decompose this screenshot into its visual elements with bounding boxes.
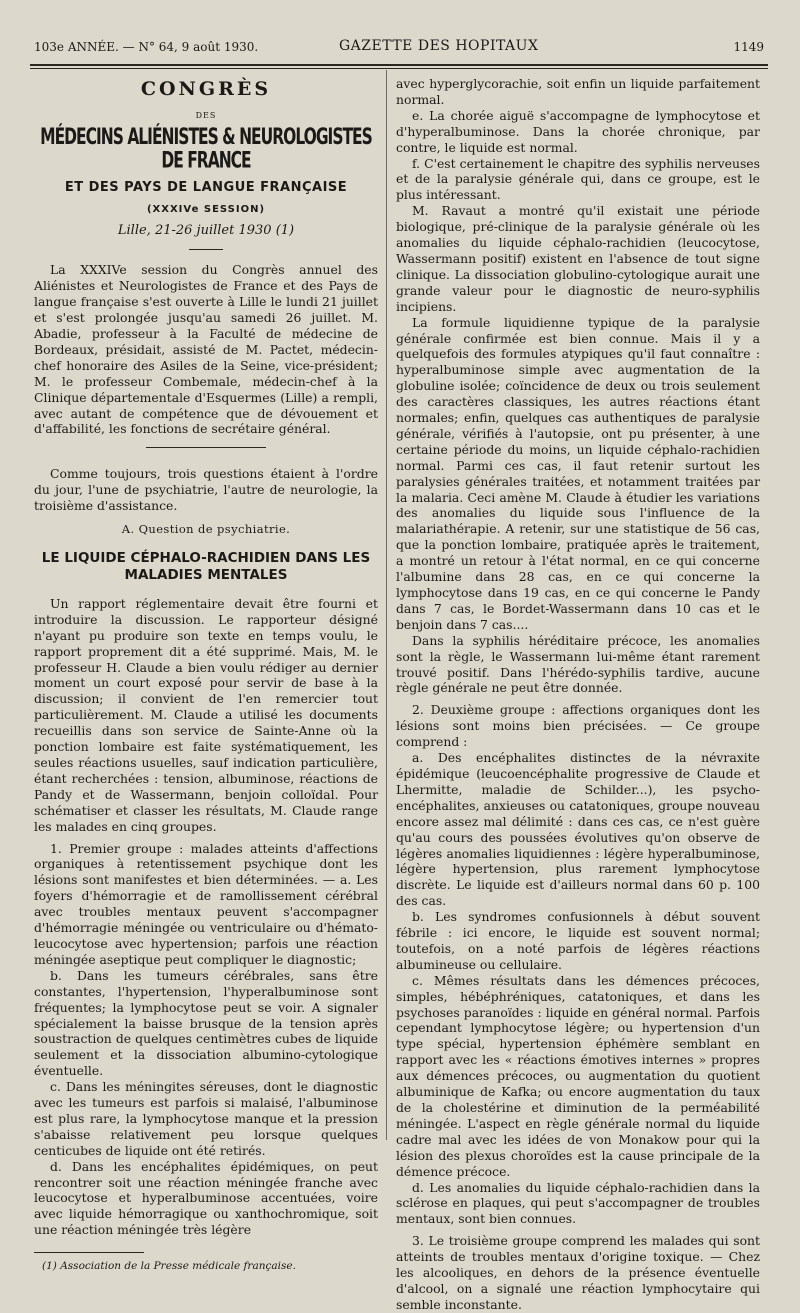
header-rule: [30, 64, 768, 66]
paragraph-f: f. C'est certainement le chapitre des syphilis nerveuses et de la paralysie générale qui, dans ce groupe, est le plus intéressant.: [396, 155, 760, 203]
group-3-paragraph: 3. Le troisième groupe comprend les malades qui sont atteints de troubles mentaux d'origine toxique. — Chez les alcooliques, en dehors de la présence éventuelle d'alcool, on a signalé une réaction lymphocytaire qui semble inconstante.: [396, 1233, 760, 1312]
section-heading: A. Question de psychiatrie.: [121, 522, 291, 537]
session-label: (XXXIVe SESSION): [146, 203, 266, 215]
pays-line: ET DES PAYS DE LANGUE FRANÇAISE: [64, 179, 348, 195]
paragraph-d: d. Dans les encéphalites épidémiques, on peut rencontrer soit une réaction méningée franche avec leucocytose et hyperalbuminose accentuées, voire avec liquide hémorragique ou xanthochromique, soit une réaction méningée très légère: [34, 1158, 378, 1238]
heredo-paragraph: Dans la syphilis héréditaire précoce, les anomalies sont la règle, le Wassermann lui-même étant rarement trouvé positif. Dans l'hérédo-syphilis tardive, aucune règle générale ne peut être donnée.: [396, 632, 760, 696]
journal-title: GAZETTE DES HOPITAUX: [339, 38, 539, 54]
congress-dates: Lille, 21-26 juillet 1930 (1): [117, 223, 295, 239]
column-divider: [386, 70, 387, 1140]
article-title: LE LIQUIDE CÉPHALO-RACHIDIEN DANS LES MALADIES MENTALES: [41, 549, 371, 583]
group-2-b: b. Les syndromes confusionnels à début souvent fébrile : ici encore, le liquide est souvent normal; toutefois, on a noté parfois de légères réactions albumineuse ou cellulaire.: [396, 909, 760, 972]
header-rule-thin: [30, 68, 768, 69]
congress-name: MÉDECINS ALIÉNISTES & NEUROLOGISTES DE FRANCE: [40, 123, 372, 173]
section-rule: [146, 447, 266, 448]
agenda-paragraph: Comme toujours, trois questions étaient à l'ordre du jour, l'une de psychiatrie, l'autre de neurologie, la troisième d'assistance.: [34, 466, 378, 514]
paragraph-c: c. Dans les méningites séreuses, dont le diagnostic avec les tumeurs est parfois si malaisé, l'albuminose est plus rare, la lymphocytose manque et la pression s'abaisse relativement peu lorsque quelques centicubes de liquide ont été retirés.: [34, 1079, 378, 1158]
paragraph-b: b. Dans les tumeurs cérébrales, sans être constantes, l'hypertension, l'hyperalbuminose sont fréquentes; la lymphocytose peut se voir. A signaler spécialement la baisse brusque de la tension après soustraction de quelques centimètres cubes de liquide seulement et la dissociation albumino-cytologique éventuelle.: [34, 967, 378, 1079]
intro-paragraph: La XXXIVe session du Congrès annuel des Aliénistes et Neurologistes de France et des Pays de langue française s'est ouverte à Lille le lundi 21 juillet et s'est prolongée jusqu'au samedi 26 juillet. M. Abadie, professeur à la Faculté de médecine de Bordeaux, présidait, assisté de M. Pactet, médecin-chef honoraire des Asiles de la Seine, vice-président; M. le professeur Combemale, médecin-chef à la Clinique départementale d'Esquermes (Lille) a rempli, avec autant de compétence que de dévouement et d'affabilité, les fonctions de secrétaire général.: [34, 262, 378, 437]
group-2-a: a. Des encéphalites distinctes de la névraxite épidémique (leucoencéphalite progressive de Claude et Lhermitte, maladie de Schilder...), les psycho-encéphalites, anxieuses ou catatoniques, groupe nouveau encore assez mal délimité : dans ces cas, ce n'est guère qu'au cours des poussées évolutives qu'on observe de légères anomalies liquidiennes : légère hyperalbuminose, légère hypertension, plus rarement lymphocytose discrète. Le liquide est d'ailleurs normal dans 60 p. 100 des cas.: [396, 750, 760, 909]
formula-paragraph: La formule liquidienne typique de la paralysie générale confirmée est bien connue. Mais il y a quelquefois des formules atypiques qu'il faut connaître : hyperalbuminose simple avec augmentation de la globuline isolée; coïncidence de deux ou trois seulement des caractères classiques, les autres réactions étant normales; enfin, quelques cas authentiques de paralysie générale, vérifiés à l'autopsie, ont pu présenter, à une certaine période du moins, un liquide céphalo-rachidien normal. Parmi ces cas, il faut retenir surtout les paralysies générales traitées, et notamment traitées par la malaria. Ceci amène M. Claude à étudier les variations des anomalies du liquide sous l'influence de la malariathérapie. A retenir, sur une statistique de 56 cas, que la ponction lombaire, pratiquée après le traitement, a montré un retour à l'état normal, en ce qui concerne l'albumine dans 28 cas, en ce qui concerne la lymphocytose dans 19 cas, en ce qui concerne le Pandy dans 7 cas, le Bordet-Wassermann dans 10 cas et le benjoin dans 7 cas....: [396, 314, 760, 632]
page-number: 1149: [733, 40, 764, 54]
issue-line: 103e ANNÉE. — N° 64, 9 août 1930.: [34, 40, 259, 54]
group-2-c: c. Mêmes résultats dans les démences précoces, simples, hébéphréniques, catatoniques, et dans les psychoses paranoïdes : liquide en général normal. Parfois cependant lymphocytose légère; ou hypertension d'un type spécial, hypertension éphémère semblant en rapport avec les « réactions émotives internes » propres aux démences précoces, ou augmentation du quotient albuminique de Kafka; ou encore augmentation du taux de la cholestérine et diminution de la perméabilité méningée. L'aspect en règle générale normal du liquide cadre mal avec les idées de von Monakow pour qui la lésion des plexus choroïdes est la cause principale de la démence précoce.: [396, 972, 760, 1179]
footnote-rule: [34, 1252, 144, 1253]
continued-paragraph: avec hyperglycorachie, soit enfin un liquide parfaitement normal.: [396, 76, 760, 107]
congres-heading: CONGRÈS: [140, 78, 272, 100]
title-rule: [189, 249, 223, 250]
right-column: [396, 76, 760, 1313]
ravaut-paragraph: M. Ravaut a montré qu'il existait une période biologique, pré-clinique de la paralysie générale où les anomalies du liquide céphalo-rachidien (leucocytose, Wassermann positif) existent en l'absence de tout signe clinique. La dissociation globulino-cytologique aurait une grande valeur pour le diagnostic de neuro-syphilis incipiens.: [396, 203, 760, 314]
group-2-paragraph: 2. Deuxième groupe : affections organiques dont les lésions sont moins bien précisées. — Ce groupe comprend :: [396, 702, 760, 750]
paragraph-e: e. La chorée aiguë s'accompagne de lymphocytose et d'hyperalbuminose. Dans la chorée chronique, par contre, le liquide est normal.: [396, 107, 760, 155]
page-header: [34, 36, 764, 58]
group-1-paragraph: 1. Premier groupe : malades atteints d'affections organiques à retentissement psychique dont les lésions sont manifestes et bien déterminées. — a. Les foyers d'hémorragie et de ramollissement cérébral avec troubles mentaux peuvent s'accompagner d'hémorragie méningée ou ventriculaire ou d'hémato-leucocytose avec hypertension; parfois une réaction méningée aseptique peut compliquer le diagnostic;: [34, 840, 378, 967]
footnote: (1) Association de la Presse médicale française.: [42, 1260, 296, 1273]
left-column: [34, 76, 378, 1275]
group-2-d: d. Les anomalies du liquide céphalo-rachidien dans la sclérose en plaques, qui peut s'accompagner de troubles mentaux, sont bien connues.: [396, 1179, 760, 1227]
report-paragraph: Un rapport réglementaire devait être fourni et introduire la discussion. Le rapporteur désigné n'ayant pu produire son texte en temps voulu, le rapport proprement dit a été supprimé. Mais, M. le professeur H. Claude a bien voulu rédiger au dernier moment un court exposé pour servir de base à la discussion; il convient de l'en remercier tout particulièrement. M. Claude a utilisé les documents recueillis dans son service de Sainte-Anne où la ponction lombaire est faite systématiquement, les seules réactions usuelles, sauf indication particulière, étant recherchées : tension, albuminose, réactions de Pandy et de Wassermann, benjoin colloïdal. Pour schématiser et classer les résultats, M. Claude range les malades en cinq groupes.: [34, 595, 378, 834]
des-label: DES: [195, 110, 217, 120]
